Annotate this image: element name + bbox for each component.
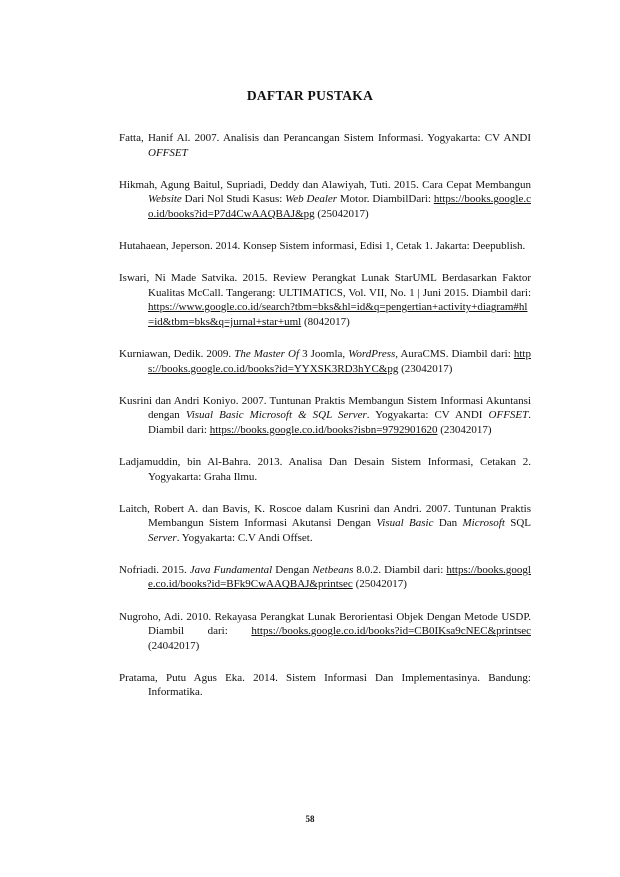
reference-text: (25042017) xyxy=(314,207,369,220)
reference-text: WordPress xyxy=(348,347,396,360)
reference-link[interactable]: https://www.google.co.id/search?tbm=bks&hl=id&q=pengertian+activity+diagram#hl=id&tbm=bks&q=jurnal+star+uml xyxy=(148,301,528,328)
reference-text: Kurniawan, Dedik. 2009. xyxy=(119,347,235,360)
reference-entry xyxy=(119,502,531,546)
reference-entry xyxy=(119,271,531,329)
reference-text: Web Dealer xyxy=(285,193,338,206)
reference-text: . Diambil dari: xyxy=(148,409,532,436)
reference-text: Netbeans xyxy=(312,563,354,576)
reference-text: Dan xyxy=(433,517,463,530)
reference-link[interactable]: https://books.google.co.id/books?id=BFk9CwAAQBAJ&printsec xyxy=(148,563,531,591)
reference-text: Visual Basic Microsoft & SQL Server xyxy=(185,409,367,422)
reference-entry xyxy=(119,610,531,654)
reference-text: OFFSET xyxy=(488,409,529,422)
reference-entry xyxy=(119,131,531,160)
reference-text: (25042017) xyxy=(352,578,407,591)
page-title: DAFTAR PUSTAKA xyxy=(246,88,374,103)
page-number: 58 xyxy=(305,814,315,824)
reference-text: Dari Nol Studi Kasus: xyxy=(181,193,286,206)
reference-text: Java Fundamental xyxy=(189,563,273,576)
reference-text: (8042017) xyxy=(301,315,350,328)
reference-text: (23042017) xyxy=(437,423,492,436)
reference-entry xyxy=(119,239,531,254)
reference-entry xyxy=(119,671,531,700)
reference-text: 8.0.2. Diambil dari: xyxy=(353,563,447,576)
reference-text: Microsoft xyxy=(462,517,505,530)
reference-text: Fatta, Hanif Al. 2007. Analisis dan Perancangan Sistem Informasi. Yogyakarta: CV ANDI xyxy=(119,132,531,144)
reference-link[interactable]: https://books.google.co.id/books?id=CB0IKsa9cNEC&printsec xyxy=(251,625,531,638)
reference-text: Hutahaean, Jeperson. 2014. Konsep Sistem informasi, Edisi 1, Cetak 1. Jakarta: Deepublish. xyxy=(119,239,526,252)
reference-text: The Master Of xyxy=(234,347,299,360)
reference-text: (24042017) xyxy=(148,639,200,652)
reference-link[interactable]: https://books.google.co.id/books?id=P7d4CwAAQBAJ&pg xyxy=(148,193,531,220)
reference-entry xyxy=(119,563,531,592)
reference-text: Kusrini dan Andri Koniyo. 2007. Tuntunan Praktis Membangun Sistem Informasi Akuntansi dengan xyxy=(119,394,531,422)
reference-text: SQL xyxy=(504,517,532,530)
reference-text: Server xyxy=(148,531,177,544)
reference-link[interactable]: https://books.google.co.id/books?isbn=9792901620 xyxy=(209,423,438,436)
reference-entry xyxy=(119,455,531,484)
reference-text: Ladjamuddin, bin Al-Bahra. 2013. Analisa Dan Desain Sistem Informasi, Cetakan 2. Yogyakarta: Graha Ilmu. xyxy=(119,455,531,483)
reference-text: Iswari, Ni Made Satvika. 2015. Review Perangkat Lunak StarUML Berdasarkan Faktor Kualitas McCall. Tangerang: ULTIMATICS, Vol. VII, No. 1 | Juni 2015. Diambil dari: xyxy=(119,272,531,299)
reference-text: Laitch, Robert A. dan Bavis, K. Roscoe dalam Kusrini dan Andri. 2007. Tuntunan Praktis Membangun Sistem Informasi Akutansi Dengan xyxy=(119,502,531,530)
reference-text: Pratama, Putu Agus Eka. 2014. Sistem Informasi Dan Implementasinya. Bandung: Informatika. xyxy=(119,671,531,699)
reference-entry xyxy=(119,178,531,222)
reference-text: Motor. DiambilDari: xyxy=(337,193,434,206)
reference-text: Hikmah, Agung Baitul, Supriadi, Deddy dan Alawiyah, Tuti. 2015. Cara Cepat Membangun xyxy=(119,178,531,191)
reference-entry xyxy=(119,394,531,438)
reference-link[interactable]: https://books.google.co.id/books?id=YYXSK3RD3hYC&pg xyxy=(148,347,531,375)
reference-text: . Yogyakarta: C.V Andi Offset. xyxy=(176,531,313,544)
reference-list xyxy=(119,131,531,718)
reference-text: Nugroho, Adi. 2010. Rekayasa Perangkat Lunak Berorientasi Objek Dengan Metode USDP. Diambil dari: xyxy=(119,610,531,638)
reference-text: OFFSET xyxy=(148,146,188,159)
reference-text: Website xyxy=(148,193,182,206)
reference-text: Visual Basic xyxy=(376,517,434,530)
reference-text: Nofriadi. 2015. xyxy=(119,563,190,576)
reference-text: 3 Joomla, xyxy=(299,347,349,360)
reference-text: Dengan xyxy=(272,563,313,576)
reference-text: , AuraCMS. Diambil dari: xyxy=(395,347,514,360)
reference-text: (23042017) xyxy=(398,362,453,375)
reference-entry xyxy=(119,347,531,376)
reference-text: . Yogyakarta: CV ANDI xyxy=(366,409,489,422)
